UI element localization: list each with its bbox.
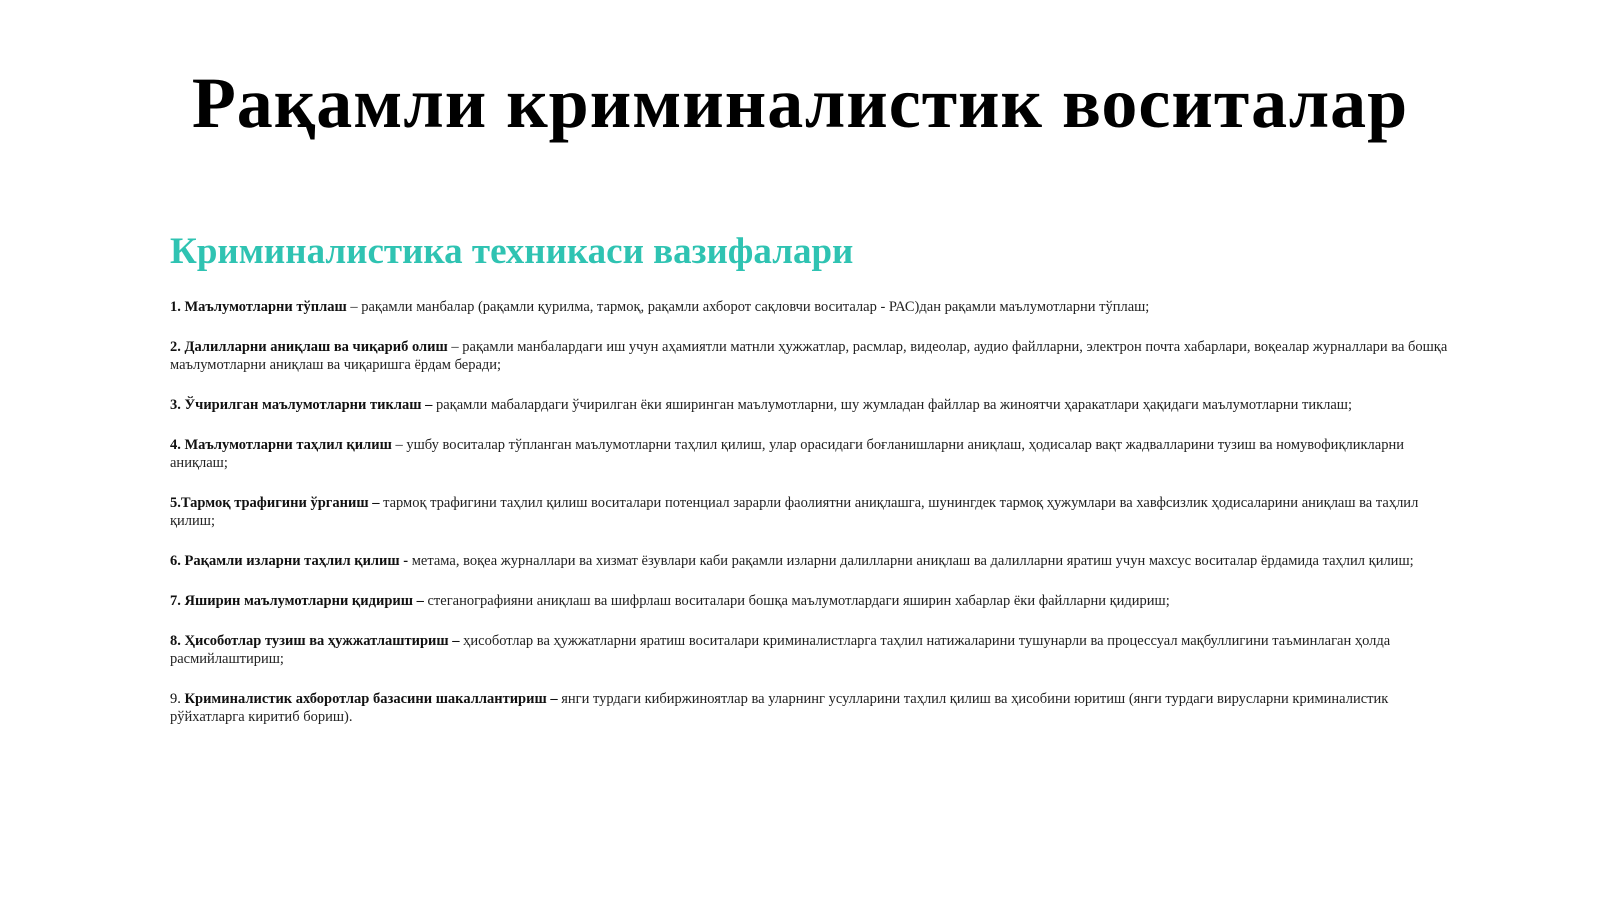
task-item-9 (170, 690, 1460, 726)
task-item-7 (170, 592, 1460, 610)
task-term: Яширин маълумотларни қидириш – (184, 593, 424, 609)
task-item-3 (170, 396, 1460, 414)
task-number: 8. (170, 633, 185, 649)
task-separator: – (447, 339, 463, 355)
task-description: рақамли манбалардаги иш учун аҳамиятли матнли ҳужжатлар, расмлар, видеолар, аудио файлларни, электрон почта хабарлари, воқеалар журналлари ва бошқа маълумотларни аниқлаш ва чиқаришга ёрдам беради; (170, 339, 1448, 373)
task-item-5 (170, 494, 1460, 530)
task-description: янги турдаги кибиржиноятлар ва уларнинг усулларини таҳлил қилиш ва ҳисобини юритиш (янги турдаги вирусларни криминалистик рўйхатларга киритиб бориш). (170, 691, 1389, 725)
task-separator: – (391, 437, 407, 453)
task-number: 5. (170, 495, 181, 511)
task-number: 3. (170, 397, 185, 413)
task-description: метама, воқеа журналлари ва хизмат ёзувлари каби рақамли изларни далилларни аниқлаш ва далилларни яратиш учун махсус воситалар ёрдамида таҳлил қилиш; (411, 553, 1414, 569)
slide-title: Рақамли криминалистик воситалар (191, 63, 1409, 143)
task-term: Далилларни аниқлаш ва чиқариб олиш (184, 339, 448, 355)
task-description: рақамли манбалар (рақамли қурилма, тармоқ, рақамли ахборот сақловчи воситалар - РАС)дан рақамли маълумотларни тўплаш; (361, 299, 1150, 315)
task-number: 4. (170, 437, 185, 453)
task-number: 1. (170, 299, 185, 315)
task-item-4 (170, 436, 1460, 472)
task-term: Рақамли изларни таҳлил қилиш - (184, 553, 409, 569)
slide-subtitle: Криминалистика техникаси вазифалари (170, 231, 854, 272)
task-list (170, 298, 1460, 748)
task-term: Криминалистик ахборотлар базасини шакаллантириш – (184, 691, 558, 707)
task-separator: – (346, 299, 362, 315)
task-description: тармоқ трафигини таҳлил қилиш воситалари потенциал зарарли фаолиятни аниқлашга, шунингдек тармоқ ҳужумлари ва хавфсизлик ҳодисаларини аниқлаш ва таҳлил қилиш; (170, 495, 1419, 529)
task-description: стеганографияни аниқлаш ва шифрлаш воситалари бошқа маълумотлардаги яширин хабарлар ёки файлларни қидириш; (427, 593, 1170, 609)
task-term: Маълумотларни таҳлил қилиш (184, 437, 392, 453)
task-term: Ўчирилган маълумотларни тиклаш – (184, 397, 433, 413)
task-term: Тармоқ трафигини ўрганиш – (180, 495, 380, 511)
task-item-2 (170, 338, 1460, 374)
task-number: 7. (170, 593, 185, 609)
task-term: Ҳисоботлар тузиш ва ҳужжатлаштириш – (184, 633, 460, 649)
task-item-8 (170, 632, 1460, 668)
task-number: 9. (170, 691, 185, 707)
task-item-1 (170, 298, 1460, 316)
task-description: рақамли мабалардаги ўчирилган ёки яширинган маълумотларни, шу жумладан файллар ва жиноятчи ҳаракатлари ҳақидаги маълумотларни тиклаш; (435, 397, 1352, 413)
task-description: ҳисоботлар ва ҳужжатларни яратиш воситалари криминалистларга таҳлил натижаларини тушунарли ва процессуал мақбуллигини таъминлаган ҳолда расмийлаштириш; (170, 633, 1391, 667)
task-description: ушбу воситалар тўпланган маълумотларни таҳлил қилиш, улар орасидаги боғланишларни аниқлаш, ҳодисалар вақт жадвалларини тузиш ва номувофиқликларни аниқлаш; (170, 437, 1404, 471)
task-item-6 (170, 552, 1460, 570)
task-number: 6. (170, 553, 185, 569)
task-term: Маълумотларни тўплаш (184, 299, 347, 315)
task-number: 2. (170, 339, 185, 355)
